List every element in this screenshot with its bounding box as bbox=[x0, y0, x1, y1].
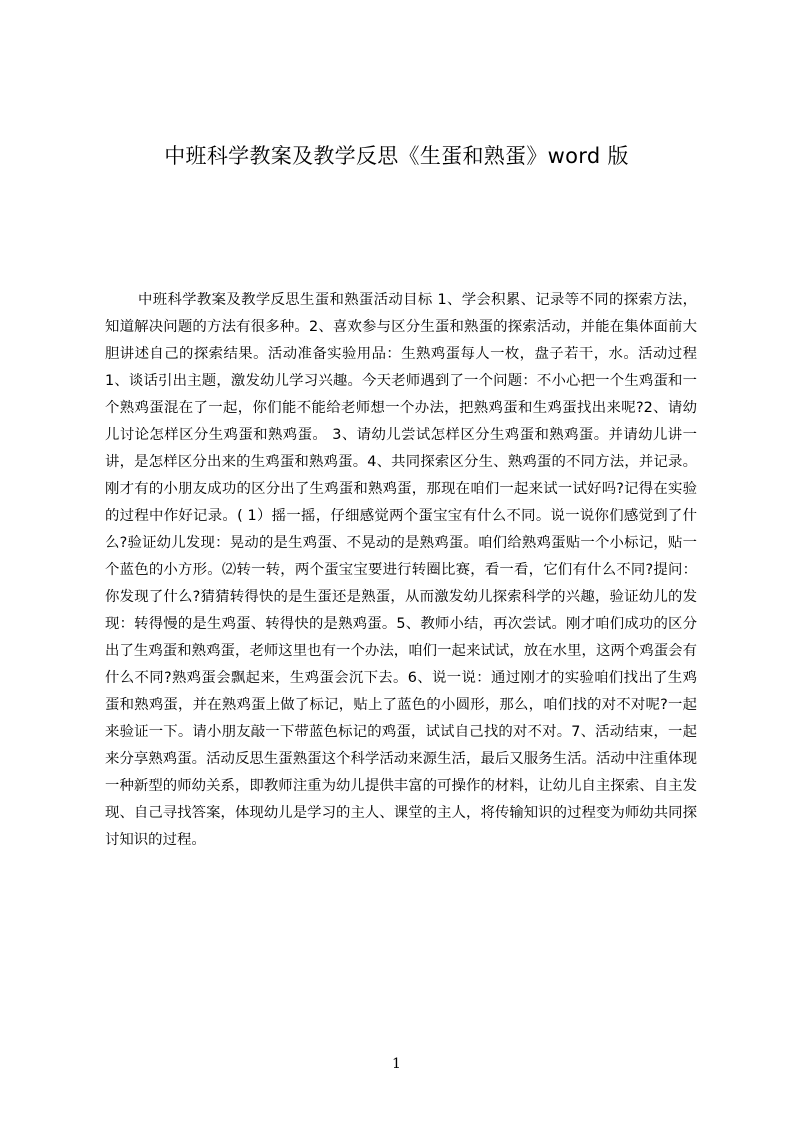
page-number: 1 bbox=[392, 1056, 401, 1072]
document-title: 中班科学教案及教学反思《生蛋和熟蛋》word 版 bbox=[164, 144, 629, 168]
document-body-paragraph: 中班科学教案及教学反思生蛋和熟蛋活动目标 1、学会积累、记录等不同的探索方法，知道解决问题的方法有很多种。2、喜欢参与区分生蛋和熟蛋的探索活动，并能在集体面前大胆讲述自己的探索结果。活动准备实验用品：生熟鸡蛋每人一枚，盘子若干，水。活动过程 1、谈话引出主题，激发幼儿学习兴趣。今天老师遇到了一个问题：不小心把一个生鸡蛋和一个熟鸡蛋混在了一起，你们能不能给老师想一个办法，把熟鸡蛋和生鸡蛋找出来呢?2、请幼儿讨论怎样区分生鸡蛋和熟鸡蛋。 3、请幼儿尝试怎样区分生鸡蛋和熟鸡蛋。并请幼儿讲一讲，是怎样区分出来的生鸡蛋和熟鸡蛋。4、共同探索区分生、熟鸡蛋的不同方法，并记录。刚才有的小朋友成功的区分出了生鸡蛋和熟鸡蛋，那现在咱们一起来试一试好吗?记得在实验的过程中作好记录。( 1）摇一摇，仔细感觉两个蛋宝宝有什么不同。说一说你们感觉到了什么?验证幼儿发现：晃动的是生鸡蛋、不晃动的是熟鸡蛋。咱们给熟鸡蛋贴一个小标记，贴一个蓝色的小方形。⑵转一转，两个蛋宝宝要进行转圈比赛，看一看，它们有什么不同?提问：你发现了什么?猜猜转得快的是生蛋还是熟蛋，从而激发幼儿探索科学的兴趣，验证幼儿的发现：转得慢的是生鸡蛋、转得快的是熟鸡蛋。5、教师小结，再次尝试。刚才咱们成功的区分出了生鸡蛋和熟鸡蛋，老师这里也有一个办法，咱们一起来试试，放在水里，这两个鸡蛋会有什么不同?熟鸡蛋会飘起来，生鸡蛋会沉下去。6、说一说：通过刚才的实验咱们找出了生鸡蛋和熟鸡蛋，并在熟鸡蛋上做了标记，贴上了蓝色的小圆形，那么，咱们找的对不对呢?一起来验证一下。请小朋友敲一下带蓝色标记的鸡蛋，试试自己找的对不对。7、活动结束，一起来分享熟鸡蛋。活动反思生蛋熟蛋这个科学活动来源生活，最后又服务生活。活动中注重体现一种新型的师幼关系，即教师注重为幼儿提供丰富的可操作的材料，让幼儿自主探索、自主发现、自己寻找答案，体现幼儿是学习的主人、课堂的主人，将传输知识的过程变为师幼共同探讨知识的过程。 bbox=[105, 292, 697, 848]
